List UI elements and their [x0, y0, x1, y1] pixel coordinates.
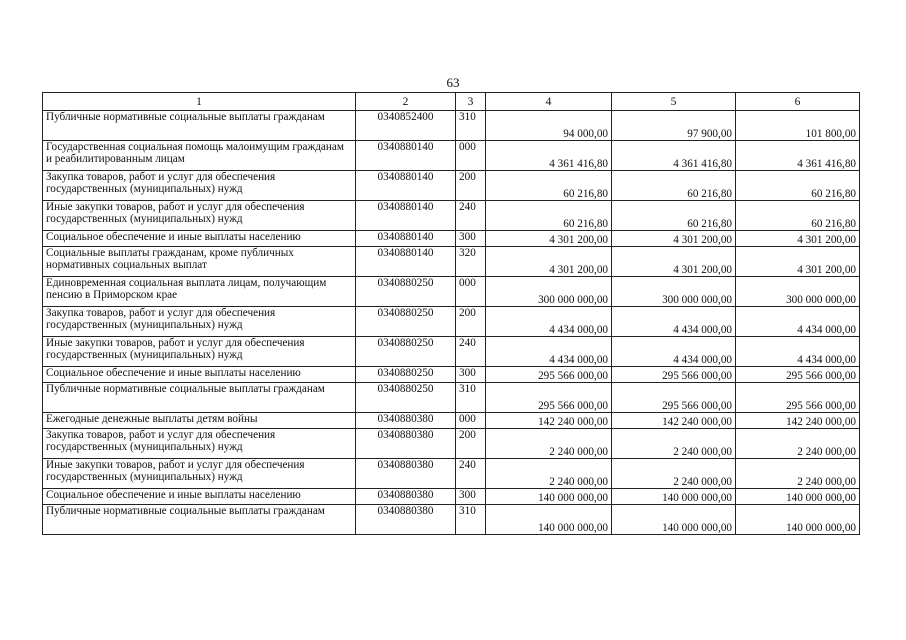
- row-amount-col6: 295 566 000,00: [736, 367, 860, 383]
- row-expense-type: 310: [456, 383, 486, 413]
- row-amount-col6: 4 434 000,00: [736, 307, 860, 337]
- row-name: Публичные нормативные социальные выплаты гражданам: [43, 505, 356, 535]
- row-expense-type: 300: [456, 231, 486, 247]
- row-expense-type: 000: [456, 141, 486, 171]
- row-amount-col5: 2 240 000,00: [612, 459, 736, 489]
- row-name: Социальное обеспечение и иные выплаты населению: [43, 367, 356, 383]
- row-expense-type: 240: [456, 459, 486, 489]
- row-amount-col4: 4 434 000,00: [486, 337, 612, 367]
- row-code: 0340880380: [356, 413, 456, 429]
- row-amount-col5: 295 566 000,00: [612, 367, 736, 383]
- row-code: 0340852400: [356, 111, 456, 141]
- table-row: [43, 459, 860, 489]
- row-amount-col4: 4 301 200,00: [486, 231, 612, 247]
- row-amount-col5: 60 216,80: [612, 201, 736, 231]
- row-name: Социальное обеспечение и иные выплаты населению: [43, 231, 356, 247]
- row-expense-type: 320: [456, 247, 486, 277]
- table-row: [43, 383, 860, 413]
- row-code: 0340880140: [356, 247, 456, 277]
- row-name: Социальные выплаты гражданам, кроме публичных нормативных социальных выплат: [43, 247, 356, 277]
- row-amount-col5: 140 000 000,00: [612, 505, 736, 535]
- budget-table: [42, 92, 860, 535]
- row-amount-col4: 140 000 000,00: [486, 505, 612, 535]
- header-cell: 4: [486, 93, 612, 111]
- row-amount-col4: 2 240 000,00: [486, 429, 612, 459]
- table-row: [43, 429, 860, 459]
- row-amount-col4: 4 361 416,80: [486, 141, 612, 171]
- row-amount-col5: 295 566 000,00: [612, 383, 736, 413]
- row-amount-col5: 142 240 000,00: [612, 413, 736, 429]
- row-expense-type: 300: [456, 367, 486, 383]
- row-name: Публичные нормативные социальные выплаты гражданам: [43, 383, 356, 413]
- row-amount-col5: 300 000 000,00: [612, 277, 736, 307]
- header-cell: 1: [43, 93, 356, 111]
- table-row: [43, 337, 860, 367]
- table-row: [43, 201, 860, 231]
- table-row: [43, 277, 860, 307]
- row-code: 0340880380: [356, 459, 456, 489]
- row-amount-col6: 140 000 000,00: [736, 505, 860, 535]
- row-name: Иные закупки товаров, работ и услуг для обеспечения государственных (муниципальных) нужд: [43, 459, 356, 489]
- row-name: Публичные нормативные социальные выплаты гражданам: [43, 111, 356, 141]
- header-cell: 5: [612, 93, 736, 111]
- page-number: 63: [446, 75, 460, 90]
- row-amount-col6: 101 800,00: [736, 111, 860, 141]
- row-amount-col4: 295 566 000,00: [486, 383, 612, 413]
- row-code: 0340880140: [356, 201, 456, 231]
- row-name: Закупка товаров, работ и услуг для обеспечения государственных (муниципальных) нужд: [43, 429, 356, 459]
- row-amount-col4: 94 000,00: [486, 111, 612, 141]
- row-amount-col6: 300 000 000,00: [736, 277, 860, 307]
- row-amount-col6: 142 240 000,00: [736, 413, 860, 429]
- row-name: Иные закупки товаров, работ и услуг для обеспечения государственных (муниципальных) нужд: [43, 337, 356, 367]
- row-amount-col4: 60 216,80: [486, 201, 612, 231]
- table-row: [43, 247, 860, 277]
- row-code: 0340880250: [356, 367, 456, 383]
- row-code: 0340880380: [356, 505, 456, 535]
- row-amount-col4: 300 000 000,00: [486, 277, 612, 307]
- row-amount-col5: 4 301 200,00: [612, 231, 736, 247]
- row-amount-col6: 4 301 200,00: [736, 247, 860, 277]
- row-amount-col6: 60 216,80: [736, 171, 860, 201]
- row-amount-col4: 2 240 000,00: [486, 459, 612, 489]
- row-amount-col6: 4 361 416,80: [736, 141, 860, 171]
- row-name: Единовременная социальная выплата лицам, получающим пенсию в Приморском крае: [43, 277, 356, 307]
- row-expense-type: 240: [456, 337, 486, 367]
- row-amount-col6: 4 301 200,00: [736, 231, 860, 247]
- row-code: 0340880380: [356, 429, 456, 459]
- row-name: Иные закупки товаров, работ и услуг для обеспечения государственных (муниципальных) нужд: [43, 201, 356, 231]
- row-amount-col5: 140 000 000,00: [612, 489, 736, 505]
- row-amount-col4: 60 216,80: [486, 171, 612, 201]
- row-code: 0340880140: [356, 141, 456, 171]
- row-code: 0340880250: [356, 337, 456, 367]
- table-row: [43, 141, 860, 171]
- row-amount-col5: 2 240 000,00: [612, 429, 736, 459]
- header-row: [43, 93, 860, 111]
- row-name: Закупка товаров, работ и услуг для обеспечения государственных (муниципальных) нужд: [43, 307, 356, 337]
- table-row: [43, 489, 860, 505]
- row-code: 0340880140: [356, 171, 456, 201]
- row-expense-type: 240: [456, 201, 486, 231]
- row-amount-col6: 2 240 000,00: [736, 429, 860, 459]
- row-amount-col4: 4 301 200,00: [486, 247, 612, 277]
- row-amount-col5: 60 216,80: [612, 171, 736, 201]
- table-row: [43, 111, 860, 141]
- row-amount-col4: 4 434 000,00: [486, 307, 612, 337]
- row-amount-col5: 4 301 200,00: [612, 247, 736, 277]
- row-expense-type: 200: [456, 171, 486, 201]
- row-name: Ежегодные денежные выплаты детям войны: [43, 413, 356, 429]
- row-amount-col6: 295 566 000,00: [736, 383, 860, 413]
- row-code: 0340880250: [356, 277, 456, 307]
- row-expense-type: 000: [456, 277, 486, 307]
- row-code: 0340880380: [356, 489, 456, 505]
- row-amount-col4: 140 000 000,00: [486, 489, 612, 505]
- row-amount-col5: 4 434 000,00: [612, 337, 736, 367]
- table-row: [43, 231, 860, 247]
- row-name: Социальное обеспечение и иные выплаты населению: [43, 489, 356, 505]
- row-amount-col5: 4 434 000,00: [612, 307, 736, 337]
- row-amount-col6: 60 216,80: [736, 201, 860, 231]
- table-row: [43, 505, 860, 535]
- row-expense-type: 200: [456, 307, 486, 337]
- row-name: Государственная социальная помощь малоимущим гражданам и реабилитированным лицам: [43, 141, 356, 171]
- row-expense-type: 300: [456, 489, 486, 505]
- row-expense-type: 000: [456, 413, 486, 429]
- table-row: [43, 367, 860, 383]
- row-code: 0340880250: [356, 383, 456, 413]
- row-expense-type: 310: [456, 111, 486, 141]
- table-row: [43, 307, 860, 337]
- row-code: 0340880140: [356, 231, 456, 247]
- row-amount-col6: 140 000 000,00: [736, 489, 860, 505]
- row-amount-col4: 295 566 000,00: [486, 367, 612, 383]
- row-amount-col4: 142 240 000,00: [486, 413, 612, 429]
- row-amount-col6: 4 434 000,00: [736, 337, 860, 367]
- row-amount-col5: 97 900,00: [612, 111, 736, 141]
- row-amount-col6: 2 240 000,00: [736, 459, 860, 489]
- header-cell: 2: [356, 93, 456, 111]
- row-expense-type: 200: [456, 429, 486, 459]
- row-name: Закупка товаров, работ и услуг для обеспечения государственных (муниципальных) нужд: [43, 171, 356, 201]
- header-cell: 3: [456, 93, 486, 111]
- row-expense-type: 310: [456, 505, 486, 535]
- table-row: [43, 413, 860, 429]
- header-cell: 6: [736, 93, 860, 111]
- row-amount-col5: 4 361 416,80: [612, 141, 736, 171]
- table-row: [43, 171, 860, 201]
- row-code: 0340880250: [356, 307, 456, 337]
